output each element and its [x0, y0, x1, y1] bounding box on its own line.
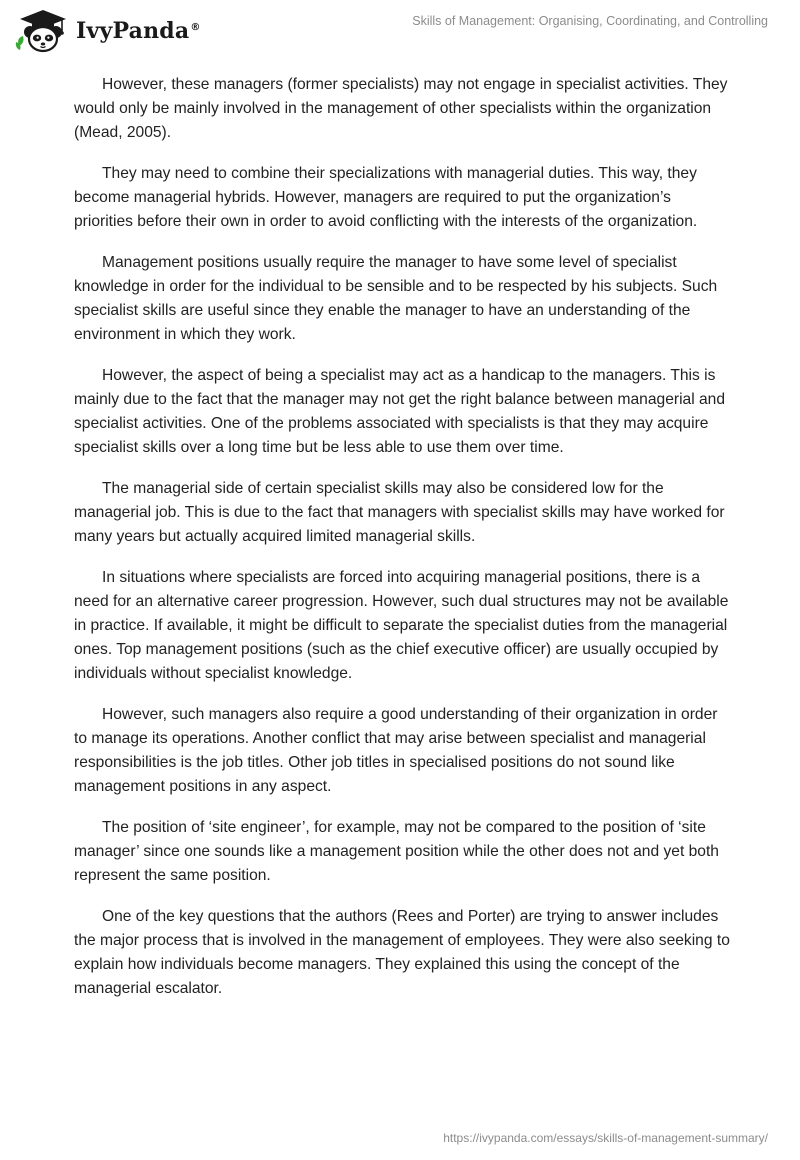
paragraph: The managerial side of certain specialist skills may also be considered low for the managerial job. This is due to the fact that managers with specialist skills may have worked for many years but actually acquired limited managerial skills.	[74, 480, 725, 545]
brand-name: IvyPanda®	[76, 18, 201, 44]
paragraph: They may need to combine their specializations with managerial duties. This way, they become managerial hybrids. However, managers are required to put the organization’s priorities before their own in order to avoid conflicting with the interests of the organization.	[74, 165, 698, 230]
paragraph: The position of ‘site engineer’, for example, may not be compared to the position of ‘site manager’ since one sounds like a management position while the other does not and yet both represent the same position.	[74, 819, 719, 884]
registered-mark: ®	[190, 21, 201, 33]
source-url[interactable]: https://ivypanda.com/essays/skills-of-management-summary/	[443, 1131, 768, 1145]
paragraph: However, these managers (former specialists) may not engage in specialist activities. They would only be mainly involved in the management of other specialists within the organization (Mead, 2005).	[74, 76, 728, 141]
ivypanda-logo[interactable]	[14, 8, 201, 54]
paragraph: However, the aspect of being a specialist may act as a handicap to the managers. This is mainly due to the fact that the manager may not get the right balance between managerial and specialist activities. One of the problems associated with specialists is that they may acquire specialist skills over a long time but be less able to use them over time.	[74, 367, 726, 456]
paragraph: One of the key questions that the authors (Rees and Porter) are trying to answer includes the major process that is involved in the management of employees. They were also seeking to explain how individuals become managers. They explained this using the concept of the managerial escalator.	[74, 908, 730, 997]
essay-body	[74, 73, 734, 1018]
paragraph: Management positions usually require the manager to have some level of specialist knowledge in order for the individual to be sensible and to be respected by his subjects. Such specialist skills are useful since they enable the manager to have an understanding of the environment in which they work.	[74, 254, 718, 343]
page-header	[0, 0, 800, 60]
panda-graduation-cap-icon	[14, 8, 72, 54]
paragraph: However, such managers also require a good understanding of their organization in order to manage its operations. Another conflict that may arise between specialist and managerial responsibilities is the job titles. Other job titles in specialised positions do not sound like management positions in any aspect.	[74, 706, 718, 795]
paragraph: In situations where specialists are forced into acquiring managerial positions, there is a need for an alternative career progression. However, such dual structures may not be available in practice. If available, it might be difficult to separate the specialist duties from the managerial ones. Top management positions (such as the chief executive officer) are usually occupied by individuals without specialist knowledge.	[74, 569, 729, 682]
essay-title: Skills of Management: Organising, Coordinating, and Controlling	[412, 14, 768, 28]
